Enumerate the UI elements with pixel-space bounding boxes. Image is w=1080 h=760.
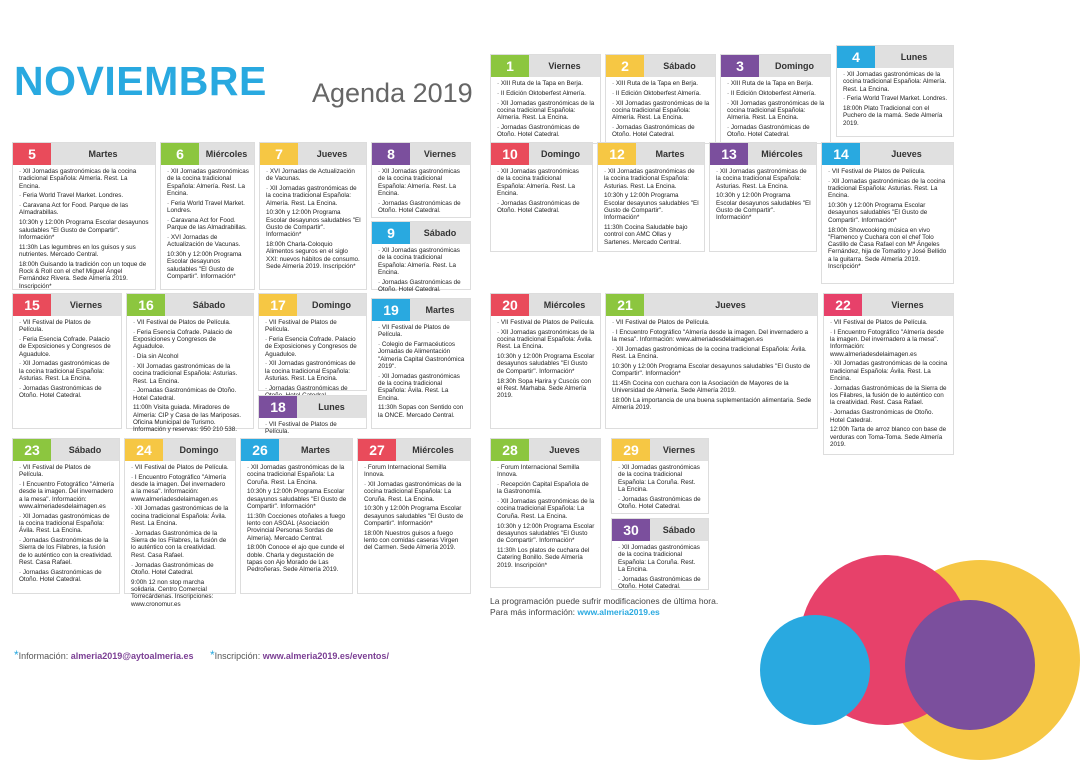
- day-name: Miércoles: [205, 149, 248, 159]
- day-name: Jueves: [891, 149, 922, 159]
- day-name: Domingo: [541, 149, 580, 159]
- day-card-20: [490, 293, 601, 429]
- day-card-24: [124, 438, 236, 608]
- event-line: · Feria World Travel Market. Londres.: [843, 95, 948, 103]
- event-line: 10:30h y 12:00h Programa Escolar desayunos saludables "El Gusto de Compartir". Información*: [612, 362, 811, 378]
- day-card-27: [357, 438, 471, 594]
- day-number: 17: [259, 294, 297, 316]
- day-card-16: [126, 293, 254, 434]
- event-line: · XII Jornadas gastronómicas de la cocina tradicional Española: Almería. Rest. La Encina.: [378, 247, 460, 276]
- event-line: · XII Jornadas gastronómicas de la cocina tradicional Española: Ávila. Rest. La Encina.: [497, 328, 595, 351]
- day-number: 18: [259, 396, 297, 418]
- event-line: 11:30h Cocciones otoñales a fuego lento con ASOAL (Asociación Provincial Personas Sordas de Almería). Mercado Central.: [247, 512, 346, 542]
- day-card-5: [12, 142, 156, 290]
- event-line: · XIII Ruta de la Tapa en Berja.: [612, 80, 698, 87]
- event-line: · Jornadas Gastronómicas de Otoño. Hotel Catedral.: [378, 278, 461, 293]
- day-card-29: [611, 438, 709, 514]
- event-line: 10:30h y 12:00h Programa Escolar desayunos saludables "El Gusto de Compartir". Información*: [364, 505, 464, 528]
- day-number: 19: [372, 299, 410, 321]
- event-line: · XII Jornadas gastronómicas de la cocina tradicional Española: Ávila. Rest. La Encina.: [830, 360, 948, 383]
- event-line: · Jornadas Gastronómicas de Otoño. Hotel Catedral.: [19, 384, 102, 400]
- event-line: · XII Jornadas gastronómicas de la cocina tradicional Española: Asturias. Rest. La Encina.: [265, 360, 356, 383]
- day-name: Sábado: [192, 300, 226, 310]
- day-card-12: [597, 142, 705, 252]
- event-line: · XII Jornadas gastronómicas de la cocina tradicional Española: Asturias. Rest. La Encina.: [828, 177, 946, 200]
- day-card-13: [709, 142, 817, 252]
- event-line: · VII Festival de Platos de Película.: [265, 319, 337, 334]
- disclaimer-note: [490, 596, 718, 618]
- event-line: · I Encuentro Fotográfico "Almería desde la imagen. Del invernadero a la mesa". Información: www.almeriadesdelaimagen.es: [131, 473, 226, 503]
- event-line: · II Edición Oktoberfest Almería.: [497, 89, 586, 97]
- event-line: · XII Jornadas gastronómicas de la cocina tradicional Española: La Coruña. Rest. La Encina.: [364, 481, 462, 503]
- event-line: · Jornadas Gastronómicas de Otoño. Hotel Catedral.: [497, 199, 580, 214]
- event-line: · Jornadas Gastronómicas de Otoño. Hotel Catedral.: [618, 495, 701, 510]
- day-number: 21: [606, 294, 644, 316]
- day-number: 13: [710, 143, 748, 165]
- day-card-9: [371, 221, 471, 293]
- day-card-28: [490, 438, 601, 588]
- event-line: 18:00h La importancia de una buena suplementación alimentaria. Sede Almería 2019.: [612, 397, 812, 412]
- event-line: · Día sin Alcohol: [133, 353, 179, 361]
- day-name: Viernes: [662, 445, 696, 455]
- day-number: 23: [13, 439, 51, 461]
- day-number: 1: [491, 55, 529, 77]
- event-line: 10:30h y 12:00h Programa Escolar desayunos saludables "El Gusto de Compartir". Información*: [497, 353, 595, 375]
- event-line: 10:30h y 12:00h Programa Escolar desayunos saludables "El Gusto de Compartir". Información*: [828, 202, 928, 224]
- event-line: 10:30h y 12:00h Programa Escolar desayunos saludables "El Gusto de Compartir". Información*: [266, 209, 361, 239]
- day-name: Martes: [300, 445, 330, 455]
- day-card-4: [836, 45, 954, 137]
- day-name: Domingo: [312, 300, 351, 310]
- event-line: 10:30h y 12:00h Programa Escolar desayunos saludables "El Gusto de Compartir". Información*: [167, 250, 242, 280]
- event-line: · Jornadas Gastronómicas de Otoño. Hotel Catedral.: [19, 568, 102, 584]
- event-line: · XII Jornadas gastronómicas de la cocina tradicional Española: Almería. Rest. La Encina.: [19, 168, 137, 190]
- day-card-10: [490, 142, 593, 252]
- event-line: 10:30h y 12:00h Programa Escolar desayunos saludables "El Gusto de Compartir". Información*: [247, 488, 347, 510]
- event-line: · Jornadas Gastronómicas de Otoño. Hotel Catedral.: [727, 123, 810, 139]
- event-line: · Recepción Capital Española de la Gastronomía.: [497, 481, 589, 496]
- page-title: NOVIEMBRE: [14, 58, 267, 104]
- footer-inscription: [210, 648, 389, 662]
- day-name: Jueves: [549, 445, 580, 455]
- event-line: · XII Jornadas gastronómicas de la cocina tradicional Española: Almería. Rest. La Encina.: [497, 168, 579, 197]
- day-card-18: [258, 395, 367, 436]
- event-line: · Jornadas Gastronómicas de Otoño. Hotel Catedral.: [497, 123, 580, 139]
- event-line: 11:30h Las legumbres en los guisos y sus nutrientes. Mercado Central.: [19, 243, 136, 258]
- event-line: · Jornadas Gastronómicas de Otoño. Hotel Catedral.: [131, 561, 214, 576]
- event-line: · Caravana Act for Food. Parque de las Almadrabillas.: [167, 216, 247, 232]
- event-line: · XIII Ruta de la Tapa en Berja.: [497, 80, 583, 87]
- event-line: · XII Jornadas gastronómicas de la cocina tradicional Española: Ávila. Rest. La Encina.: [612, 345, 807, 361]
- inscription-link[interactable]: www.almeria2019.es/eventos/: [262, 651, 389, 661]
- event-line: 11:30h Sopas con Sentido con la ONCE. Mercado Central.: [378, 404, 464, 419]
- event-line: · XII Jornadas gastronómicas de la cocina tradicional Española: Asturias. Rest. La Encina.: [19, 360, 110, 383]
- event-line: · XII Jornadas gastronómicas de la cocina tradicional Española: Ávila. Rest. La Encina.: [378, 372, 460, 402]
- event-line: · XII Jornadas gastronómicas de la cocina tradicional Española: Asturias. Rest. La Encina.: [604, 168, 695, 190]
- event-line: · VII Festival de Platos de Película.: [828, 168, 926, 175]
- day-name: Sábado: [662, 525, 696, 535]
- day-name: Lunes: [900, 52, 928, 62]
- day-number: 14: [822, 143, 860, 165]
- event-line: · Jornadas Gastronómicas de Otoño. Hotel Catedral.: [133, 387, 237, 402]
- event-line: · I Encuentro Fotográfico "Almería desde la imagen. Del invernadero a la mesa". Información: www.almeriadesdelaimagen.es: [612, 328, 809, 344]
- day-name: Viernes: [423, 149, 457, 159]
- event-line: · XII Jornadas gastronómicas de la cocina tradicional Española: La Coruña. Rest. La Encina.: [618, 544, 700, 573]
- event-line: 18:30h Sopa Harira y Cuscús con el Rest. Marhaba. Sede Almería 2019.: [497, 377, 592, 400]
- footer-info: [14, 648, 194, 662]
- event-line: · VII Festival de Platos de Película.: [19, 319, 91, 334]
- day-number: 15: [13, 294, 51, 316]
- event-line: · Feria Esencia Cofrade. Palacio de Exposiciones y Congresos de Aguadulce.: [19, 336, 111, 358]
- event-line: · II Edición Oktoberfest Almería.: [727, 89, 816, 97]
- day-number: 26: [241, 439, 279, 461]
- day-card-15: [12, 293, 122, 429]
- event-line: · Feria World Travel Market. Londres.: [167, 199, 245, 214]
- day-card-8: [371, 142, 471, 218]
- day-name: Lunes: [318, 402, 345, 412]
- more-info-link[interactable]: www.almeria2019.es: [577, 607, 660, 617]
- day-number: 8: [372, 143, 410, 165]
- decor-circle-purple: [905, 600, 1035, 730]
- event-line: · VII Festival de Platos de Película.: [612, 319, 710, 326]
- day-name: Jueves: [715, 300, 746, 310]
- day-card-1: [490, 54, 601, 144]
- event-line: · XII Jornadas gastronómicas de la cocina tradicional Española: Almería. Rest. La Encina.: [612, 99, 710, 122]
- event-line: · XII Jornadas gastronómicas de la cocina tradicional Española: La Coruña. Rest. La Encina.: [247, 464, 345, 486]
- event-line: 10:30h y 12:00h Programa Escolar desayunos saludables "El Gusto de Compartir". Información*: [19, 219, 149, 241]
- day-number: 10: [491, 143, 529, 165]
- day-name: Domingo: [775, 61, 814, 71]
- event-line: · XII Jornadas gastronómicas de la cocina tradicional Española: Almería. Rest. La Encina.: [167, 168, 249, 197]
- more-info-label: Para más información:: [490, 607, 578, 617]
- event-line: · Jornadas Gastronómicas de Otoño. Hotel Catedral.: [378, 199, 461, 214]
- event-line: 10:30h y 12:00h Programa Escolar desayunos saludables "El Gusto de Compartir". Información*: [497, 522, 595, 545]
- event-line: · VII Festival de Platos de Película.: [19, 464, 91, 479]
- event-line: · XII Jornadas gastronómicas de la cocina tradicional Española: Almería. Rest. La Encina.: [378, 168, 460, 197]
- day-name: Martes: [655, 149, 685, 159]
- event-line: · Jornadas Gastronómicas de Otoño. Hotel Catedral.: [618, 575, 701, 590]
- day-number: 22: [824, 294, 862, 316]
- event-line: 11:30h Los platos de cuchara del Catering Bonillo. Sede Almería 2019. Inscripción*: [497, 546, 590, 569]
- event-line: 18:00h Charla-Coloquio Alimentos seguros en el siglo XXI: nuevos hábitos de consumo. Sede Almería 2019. Inscripción*: [266, 241, 360, 271]
- event-line: · Caravana Act for Food. Parque de las Almadrabillas.: [19, 202, 129, 217]
- event-line: · Jornadas Gastronómicas de: [265, 384, 348, 392]
- event-line: · Forum Internacional Semilla Innova.: [497, 464, 580, 479]
- event-line: · VII Festival de Platos de Película.: [133, 319, 231, 326]
- event-line: · Feria Esencia Cofrade. Palacio de Exposiciones y Congresos de Aguadulce.: [133, 328, 233, 351]
- day-number: 3: [721, 55, 759, 77]
- day-name: Viernes: [69, 300, 103, 310]
- day-number: 30: [612, 519, 650, 541]
- day-number: 2: [606, 55, 644, 77]
- event-line: 18:00h Showcooking música en vivo "Flamenco y Cuchara con el chef Tolo Castillo de Casa Rafael con Mª Ángeles Fernández, hija de Tomatito y José Bellido a la guitarra. Sede Almería 2019. Inscripción*: [828, 226, 947, 271]
- event-line: · XVI Jornadas de Actualización de Vacunas.: [266, 168, 355, 183]
- asterisk-icon: *: [14, 648, 19, 662]
- event-line: 11:30h Cocina Saludable bajo control con AMC Ollas y Sartenes. Mercado Central.: [604, 224, 688, 246]
- day-number: 29: [612, 439, 650, 461]
- day-number: 28: [491, 439, 529, 461]
- event-line: · XII Jornadas gastronómicas de la cocina tradicional Española: Almería. Rest. La Encina.: [497, 99, 595, 122]
- inscription-label: Inscripción:: [214, 651, 263, 661]
- event-line: · VII Festival de Platos de Película.: [497, 319, 595, 326]
- event-line: · XII Jornadas gastronómicas de la cocina tradicional Española: Almería. Rest. La Encina.: [266, 185, 357, 207]
- day-number: 20: [491, 294, 529, 316]
- event-line: 18:00h Guisando la tradición con un toque de Rock & Roll con el chef Miguel Ángel Fernández Rivera. Sede Almería 2019. Inscripción*: [19, 260, 147, 290]
- day-card-26: [240, 438, 353, 594]
- event-line: · Jornadas Gastronómicas de Otoño. Hotel Catedral.: [612, 123, 695, 139]
- event-line: 12:00h Tarta de arroz blanco con base de verduras con Toma-Toma. Sede Almería 2019.: [830, 426, 947, 448]
- day-card-19: [371, 298, 471, 429]
- event-line: · VII Festival de Platos de Película.: [265, 421, 337, 436]
- day-card-17: [258, 293, 367, 391]
- day-name: Viernes: [891, 300, 924, 310]
- event-line: 18:00h Conoce el ajo que cunde el doble. Charla y degustación de tapas con Ajo Morado de Las Pedroñeras. Sede Almería 2019.: [247, 544, 345, 574]
- day-card-3: [720, 54, 831, 144]
- event-line: 11:00h Visita guiada. Miradores de Almería: CIP y Casa de las Mariposas. Oficina Municipal de Turismo. Información y reservas: 950 210 538.: [133, 404, 242, 434]
- day-name: Domingo: [179, 445, 219, 455]
- event-line: · XII Jornadas gastronómicas de la cocina tradicional Española: Asturias. Rest. La Encina.: [133, 362, 238, 385]
- day-number: 6: [161, 143, 199, 165]
- info-email-link[interactable]: almeria2019@aytoalmeria.es: [70, 651, 194, 661]
- day-name: Sábado: [663, 61, 696, 71]
- day-card-22: [823, 293, 954, 455]
- event-line: · Jornadas Gastronómicas de Otoño. Hotel Catedral.: [830, 409, 934, 424]
- event-line: 10:30h y 12:00h Programa Escolar desayunos saludables "El Gusto de Compartir". Información*: [604, 192, 699, 222]
- event-line: · II Edición Oktoberfest Almería.: [612, 89, 701, 97]
- day-card-23: [12, 438, 120, 594]
- event-line: · Forum Internacional Semilla Innova.: [364, 464, 447, 479]
- day-card-21: [605, 293, 818, 429]
- event-line: · I Encuentro Fotográfico "Almería desde la imagen. Del invernadero a la mesa". Información: www.almeriadesdelaimagen.es: [19, 481, 114, 510]
- event-line: · Feria Esencia Cofrade. Palacio de Exposiciones y Congresos de Aguadulce.: [265, 336, 357, 358]
- event-line: 18:00h Plato Tradicional con el Puchero de la mamá. Sede Almería 2019.: [843, 105, 943, 127]
- day-name: Martes: [88, 149, 118, 159]
- day-card-14: [821, 142, 954, 284]
- event-line: · Colegio de Farmacéuticos Jornadas de Alimentación "Almería Capital Gastronómica 2019".: [378, 341, 465, 370]
- event-line: 10:30h y 12:00h Programa Escolar desayunos saludables "El Gusto de Compartir". Información*: [716, 192, 811, 222]
- event-line: · VII Festival de Platos de Película.: [378, 324, 450, 339]
- event-line: 18:00h Nuestros guisos a fuego lento con comidas caseras Virgen del Carmen. Sede Almería 2019.: [364, 529, 459, 552]
- event-line: · Jornadas Gastronómicas de la Sierra de los Filabres, la fusión de lo auténtico con la creatividad. Rest. Casa Rafael.: [830, 384, 947, 407]
- day-name: Jueves: [316, 149, 348, 159]
- event-line: · XII Jornadas gastronómicas de la cocina tradicional Española: Asturias. Rest. La Encina.: [716, 168, 807, 190]
- event-line: · Jornadas Gastronómicas de la Sierra de los Filabres, la fusión de lo auténtico con la creatividad. Rest. Casa Rafael.: [19, 537, 113, 567]
- event-line: · Feria World Travel Market. Londres.: [19, 192, 124, 200]
- event-line: · XIII Ruta de la Tapa en Berja.: [727, 80, 813, 87]
- event-line: · XII Jornadas gastronómicas de la cocina tradicional Española: Almería. Rest. La Encina.: [727, 99, 825, 122]
- event-line: · VII Festival de Platos de Película.: [131, 464, 229, 471]
- event-line: · I Encuentro Fotográfico "Almería desde la imagen. Del invernadero a la mesa". Información: www.almeriadesdelaimagen.es: [830, 328, 944, 358]
- event-line: · XII Jornadas gastronómicas de la cocina tradicional Española: Ávila. Rest. La Encina.: [19, 512, 110, 535]
- event-line: 11:45h Cocina con cuchara con la Asociación de Mayores de la Universidad de Almería. Sede Almería 2019.: [612, 380, 789, 395]
- day-name: Miércoles: [412, 445, 454, 455]
- day-number: 4: [837, 46, 875, 68]
- day-number: 27: [358, 439, 396, 461]
- day-card-2: [605, 54, 716, 144]
- day-name: Miércoles: [761, 149, 803, 159]
- decor-circle-blue: [760, 615, 870, 725]
- day-name: Sábado: [423, 228, 457, 238]
- asterisk-icon: *: [210, 648, 215, 662]
- event-line: · XII Jornadas gastronómicas de la cocina tradicional Española: La Coruña. Rest. La Encina.: [497, 498, 595, 520]
- page-subtitle: Agenda 2019: [312, 78, 473, 108]
- day-card-30: [611, 518, 709, 590]
- day-number: 7: [260, 143, 298, 165]
- day-name: Viernes: [548, 61, 581, 71]
- day-number: 5: [13, 143, 51, 165]
- day-name: Martes: [425, 305, 455, 315]
- event-line: · VII Festival de Platos de Película.: [830, 319, 928, 326]
- day-card-6: [160, 142, 255, 290]
- day-name: Sábado: [68, 445, 102, 455]
- disclaimer-line: La programación puede sufrir modificaciones de última hora.: [490, 596, 719, 606]
- info-label: Información:: [18, 651, 71, 661]
- day-card-7: [259, 142, 367, 290]
- event-line: · XII Jornadas gastronómicas de la cocina tradicional Española: La Coruña. Rest. La Encina.: [618, 464, 700, 493]
- event-line: · Jornadas Gastronómica de la Sierra de los Filabres, la fusión de lo auténtico con la creatividad. Rest. Casa Rafael.: [131, 529, 227, 559]
- day-number: 9: [372, 222, 410, 244]
- day-number: 16: [127, 294, 165, 316]
- event-line: · XVI Jornadas de Actualización de Vacunas.: [167, 233, 241, 249]
- event-line: · XII Jornadas gastronómicas de la cocina tradicional Española: Ávila. Rest. La Encina.: [131, 505, 229, 528]
- event-line: · XII Jornadas gastronómicas de la cocina tradicional Española: Almería. Rest. La Encina.: [843, 71, 947, 93]
- day-name: Miércoles: [543, 300, 586, 310]
- day-number: 12: [598, 143, 636, 165]
- day-number: 24: [125, 439, 163, 461]
- event-line: 9:00h 12 non stop marcha solidaria. Centro Comercial Torrecárdenas. Inscripciones: www.cronomur.es: [131, 578, 214, 608]
